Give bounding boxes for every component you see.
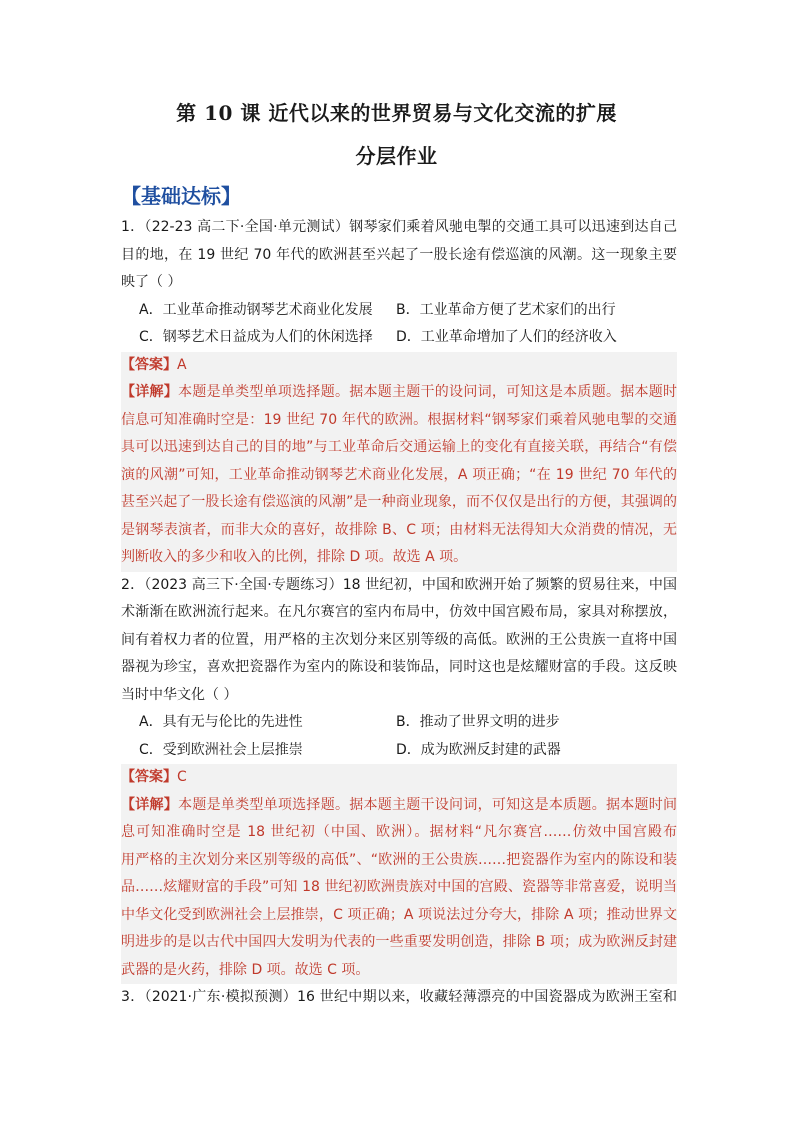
- detail-text: 本题是单类型单项选择题。据本题主题干设问词，可知这是本质题。据本题时间: [178, 796, 677, 813]
- question-2-options-row: [121, 709, 677, 737]
- question-2-line: 2．（2023 高三下·全国·专题练习）18 世纪初，中国和欧洲开始了频繁的贸易往来，中国: [121, 576, 677, 593]
- detail-line: 武器的是火药，排除 D 项。故选 C 项。: [121, 961, 370, 978]
- question-2-line: 术渐渐在欧洲流行起来。在凡尔赛宫的室内布局中，仿效中国宫殿布局，家具对称摆放，: [121, 604, 677, 620]
- detail-label: 【详解】: [121, 796, 179, 813]
- question-2-line: 当时中华文化（ ）: [121, 686, 238, 703]
- option-c[interactable]: C．受到欧洲社会上层推崇: [139, 741, 303, 758]
- detail-line: [121, 792, 677, 820]
- section-heading: 【基础达标】: [121, 184, 241, 208]
- answer-label: 【答案】: [121, 356, 177, 373]
- option-d[interactable]: D．工业革命增加了人们的经济收入: [396, 329, 617, 345]
- answer-block: [121, 764, 677, 984]
- question-1-line: 映了（ ）: [121, 274, 182, 290]
- detail-line: 信息可知准确时空是：19 世纪 70 年代的欧洲。根据材料“钢琴家们乘着风驰电掣的交通: [121, 411, 677, 428]
- question-1-line: 目的地，在 19 世纪 70 年代的欧洲甚至兴起了一股长途有偿巡演的风潮。这一现象主要: [121, 246, 677, 263]
- question-list: [121, 214, 677, 1012]
- option-b[interactable]: B．推动了世界文明的进步: [396, 714, 560, 730]
- option-a[interactable]: A．工业革命推动钢琴艺术商业化发展: [139, 301, 373, 318]
- question-3: [121, 984, 677, 1012]
- question-2-line: 器视为珍宝，喜欢把瓷器作为室内的陈设和装饰品，同时这也是炫耀财富的手段。这反映: [121, 659, 677, 675]
- detail-line: 中华文化受到欧洲社会上层推崇，C 项正确；A 项说法过分夸大，排除 A 项；推动世界文: [121, 906, 677, 923]
- question-2: [121, 572, 677, 985]
- detail-line: [121, 379, 677, 407]
- detail-line: 判断收入的多少和收入的比例，排除 D 项。故选 A 项。: [121, 549, 468, 565]
- answer-line: [121, 764, 677, 792]
- detail-line: 品……炫耀财富的手段”可知 18 世纪初欧洲贵族对中国的宫殿、瓷器等非常喜爱，说明当: [121, 879, 677, 895]
- option-d[interactable]: D．成为欧洲反封建的武器: [396, 741, 561, 758]
- answer-line: [121, 352, 677, 380]
- detail-line: 是钢琴表演者，而非大众的喜好，故排除 B、C 项；由材料无法得知大众消费的情况，无: [121, 521, 677, 538]
- detail-line: 息可知准确时空是 18 世纪初（中国、欧洲）。据材料“凡尔赛宫……仿效中国宫殿布: [121, 824, 677, 840]
- question-1-line: 1．（22-23 高二下·全国·单元测试）钢琴家们乘着风驰电掣的交通工具可以迅速到达自己: [121, 219, 677, 235]
- option-a[interactable]: A．具有无与伦比的先进性: [139, 714, 303, 730]
- page-subtitle: 分层作业: [355, 144, 438, 168]
- detail-line: 甚至兴起了一股长途有偿巡演的风潮”是一种商业现象，而不仅仅是出行的方便，其强调的: [121, 494, 677, 510]
- detail-line: 具可以迅速到达自己的目的地”与工业革命后交通运输上的变化有直接关联，再结合“有偿: [121, 439, 677, 455]
- option-b[interactable]: B．工业革命方便了艺术家们的出行: [396, 301, 616, 318]
- question-1-options-row: [121, 297, 677, 325]
- detail-line: 用严格的主次划分来区别等级的高低”、“欧洲的王公贵族……把瓷器作为室内的陈设和装: [121, 851, 677, 868]
- answer-value: A: [177, 356, 187, 373]
- option-c[interactable]: C．钢琴艺术日益成为人们的休闲选择: [139, 329, 373, 345]
- answer-value: C: [177, 769, 187, 785]
- question-2-line: 间有着权力者的位置，用严格的主次划分来区别等级的高低。欧洲的王公贵族一直将中国: [121, 631, 677, 648]
- detail-line: 演的风潮”可知，工业革命推动钢琴艺术商业化发展，A 项正确；“在 19 世纪 70 年代的: [121, 466, 677, 483]
- answer-label: 【答案】: [121, 769, 177, 785]
- detail-line: 明进步的是以古代中国四大发明为代表的一些重要发明创造，排除 B 项；成为欧洲反封建: [121, 934, 677, 950]
- question-2-options-row: [121, 737, 677, 765]
- page-title: 第 10 课 近代以来的世界贸易与文化交流的扩展: [176, 101, 617, 125]
- detail-text: 本题是单类型单项选择题。据本题主题干的设问词，可知这是本质题。据本题时: [178, 384, 677, 400]
- question-3-line: 3．（2021·广东·模拟预测）16 世纪中期以来，收藏轻薄漂亮的中国瓷器成为欧洲王室和: [121, 989, 677, 1005]
- question-1-options-row: [121, 324, 677, 352]
- answer-block: [121, 352, 677, 572]
- detail-label: 【详解】: [121, 384, 179, 400]
- question-1: [121, 214, 677, 572]
